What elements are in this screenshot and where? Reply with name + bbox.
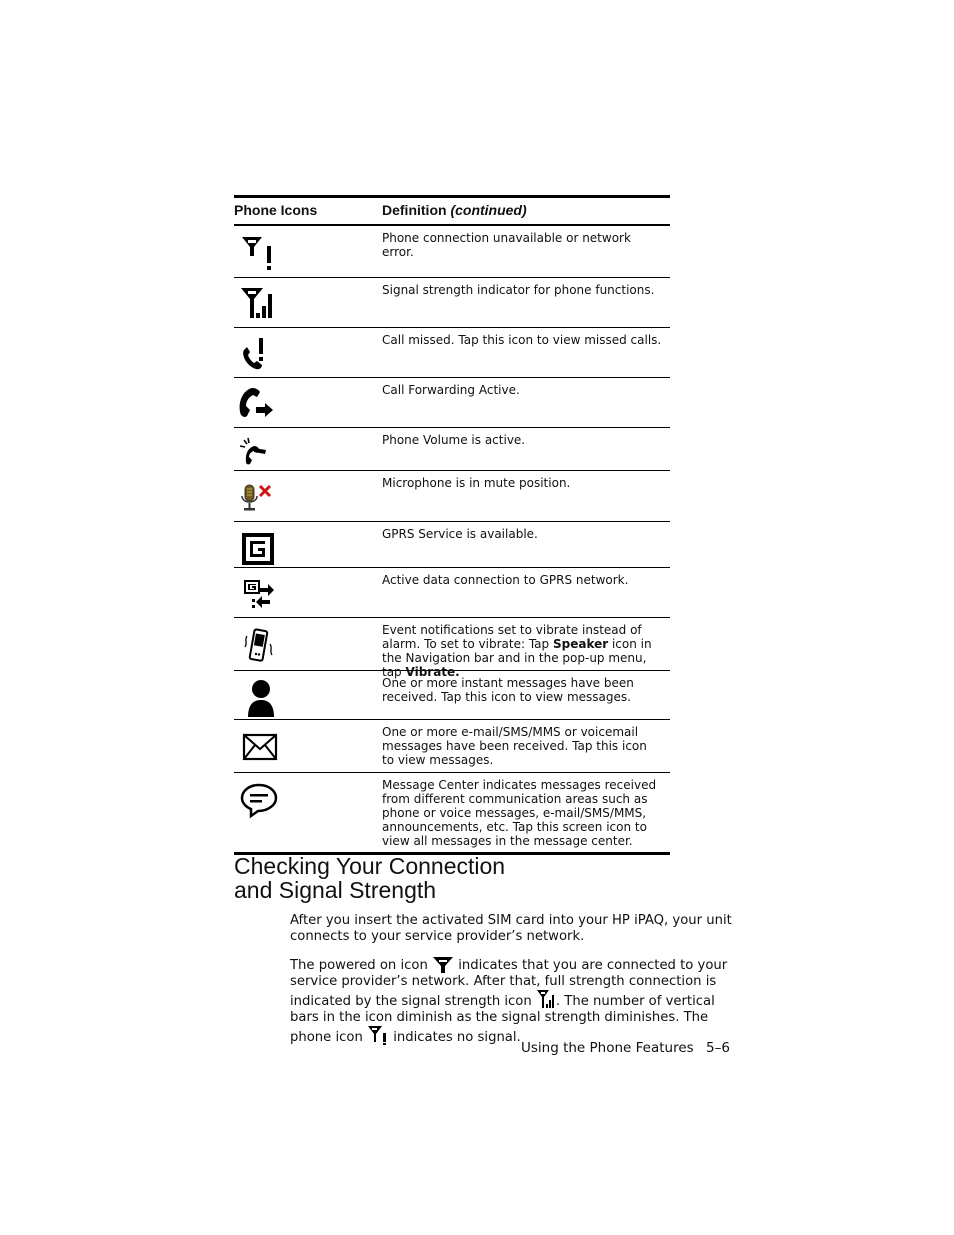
table-row xyxy=(234,226,670,278)
definition-text: icon in the Navigation bar and in the pop-up menu, tap xyxy=(382,637,652,679)
call-forwarding-icon xyxy=(238,386,278,426)
header-definition xyxy=(382,202,670,224)
footer-page-number: 5–6 xyxy=(706,1040,730,1056)
header-continued: (continued) xyxy=(450,202,527,218)
row-definition: Phone Volume is active. xyxy=(382,433,526,447)
gprs-available-icon xyxy=(238,530,278,566)
row-definition: GPRS Service is available. xyxy=(382,527,538,541)
table-row xyxy=(234,471,670,522)
microphone-mute-icon xyxy=(238,479,278,515)
phone-icons-table xyxy=(234,195,670,855)
table-row xyxy=(234,773,670,852)
header-definition-label: Definition xyxy=(382,202,447,218)
paragraph-text: The powered on icon xyxy=(290,958,433,973)
table-row xyxy=(234,328,670,378)
row-definition xyxy=(382,618,670,679)
row-definition: One or more instant messages have been received. Tap this icon to view messages. xyxy=(382,676,634,704)
paragraph-text: indicates that you are connected to your service provider’s network. After that, full strength connection is indicated by the signal strength icon xyxy=(290,958,728,1009)
signal-strength-inline-icon xyxy=(536,989,556,1009)
table-row xyxy=(234,568,670,618)
footer-chapter: Using the Phone Features xyxy=(521,1040,694,1056)
message-center-icon xyxy=(238,781,278,821)
vibrate-icon xyxy=(238,626,278,666)
paragraph-text: . The number of vertical bars in the icon diminish as the signal strength diminishes. The phone icon xyxy=(290,994,715,1045)
phone-no-connection-icon xyxy=(238,234,278,274)
vibrate-label: Vibrate. xyxy=(405,665,460,679)
row-definition: One or more e-mail/SMS/MMS or voicemail messages have been received. Tap this icon to view messages. xyxy=(382,725,647,767)
row-definition: Signal strength indicator for phone functions. xyxy=(382,283,655,297)
table-row xyxy=(234,378,670,428)
phone-volume-icon xyxy=(238,436,278,470)
table-row xyxy=(234,428,670,471)
table-row xyxy=(234,278,670,328)
table-row xyxy=(234,671,670,720)
table-row xyxy=(234,618,670,679)
row-definition: Active data connection to GPRS network. xyxy=(382,573,629,587)
signal-strength-icon xyxy=(238,286,278,326)
paragraph-text: indicates no signal. xyxy=(389,1030,521,1045)
section-heading-line2: and Signal Strength xyxy=(234,877,437,903)
row-definition: Microphone is in mute position. xyxy=(382,476,571,490)
section-heading-line1: Checking Your Connection xyxy=(234,853,506,879)
instant-message-icon xyxy=(238,679,278,719)
table-row xyxy=(234,522,670,568)
row-definition: Message Center indicates messages received from different communication areas such as phone or voice messages, e-mail/SMS/MMS, announcements, etc. Tap this screen icon to view all messages in the message center. xyxy=(382,778,657,848)
powered-on-icon xyxy=(432,955,454,973)
table-row xyxy=(234,720,670,773)
speaker-label: Speaker xyxy=(552,637,609,651)
definition-text: Event notifications set to vibrate instead of alarm. To set to vibrate: Tap xyxy=(382,623,642,651)
paragraph-icons xyxy=(290,955,732,1046)
gprs-data-connection-icon xyxy=(238,576,278,616)
table-header xyxy=(234,198,670,226)
row-definition: Phone connection unavailable or network error. xyxy=(382,231,631,259)
paragraph-intro: After you insert the activated SIM card into your HP iPAQ, your unit connects to your service provider’s network. xyxy=(290,913,732,944)
header-phone-icons: Phone Icons xyxy=(234,202,318,218)
section-heading xyxy=(234,854,505,902)
phone-no-signal-inline-icon xyxy=(367,1025,389,1045)
missed-call-icon xyxy=(238,336,278,376)
row-definition: Call missed. Tap this icon to view missed calls. xyxy=(382,333,662,347)
envelope-icon xyxy=(238,728,278,768)
row-definition: Call Forwarding Active. xyxy=(382,383,520,397)
